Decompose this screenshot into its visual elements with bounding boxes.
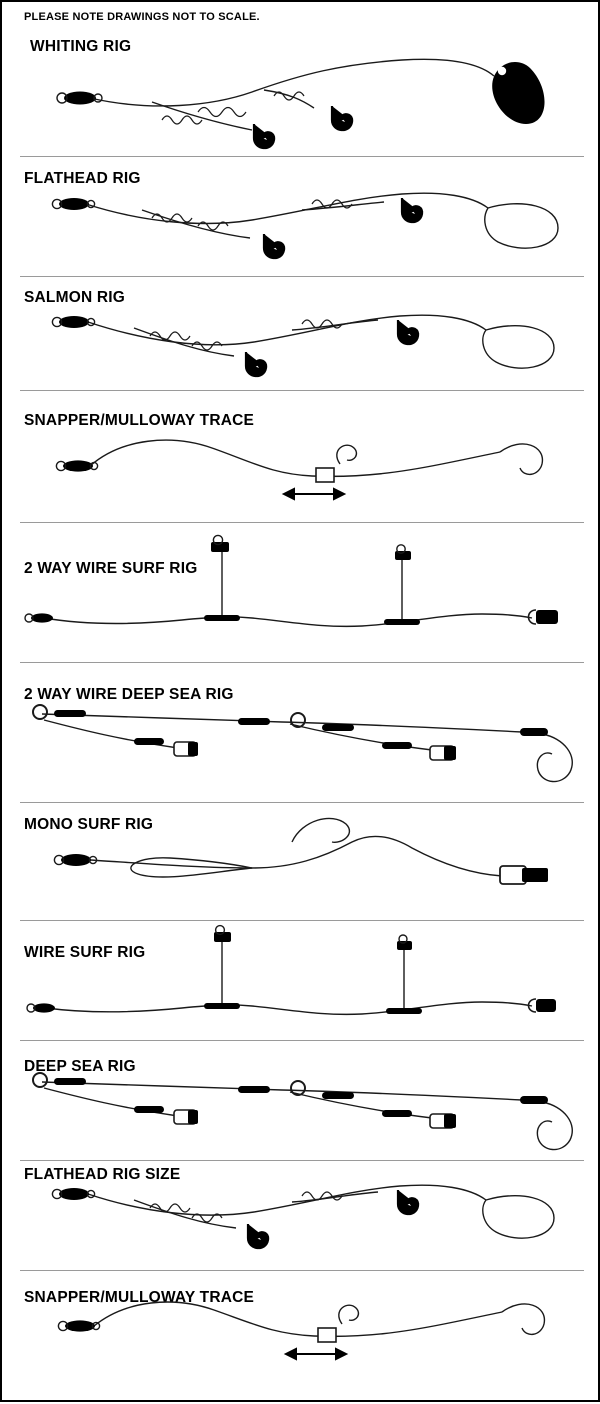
rig-2-way-wire-deep-sea-rig bbox=[2, 662, 600, 802]
snap-clip-icon bbox=[529, 999, 557, 1012]
clip-icon bbox=[500, 866, 548, 884]
ring-icon bbox=[33, 705, 47, 719]
swivel-icon bbox=[54, 854, 96, 866]
hook-icon bbox=[246, 352, 266, 376]
rig-salmon-rig bbox=[2, 276, 600, 390]
swivel-icon bbox=[27, 1003, 55, 1012]
rig-diagram-flathead-rig-size bbox=[2, 1160, 600, 1270]
scale-note: PLEASE NOTE DRAWINGS NOT TO SCALE. bbox=[24, 11, 260, 23]
rig-deep-sea-rig bbox=[2, 1040, 600, 1160]
hook-icon bbox=[264, 234, 284, 258]
swivel-icon bbox=[57, 92, 102, 105]
sliding-bead-icon bbox=[316, 468, 334, 482]
sliding-bead-icon bbox=[318, 1328, 336, 1342]
rig-diagram-mono-surf-rig bbox=[2, 802, 600, 920]
rig-diagram-2-way-wire-deep-sea-rig bbox=[2, 662, 600, 802]
ring-icon bbox=[291, 713, 305, 727]
clip-icon bbox=[174, 1110, 456, 1128]
rig-flathead-rig-size bbox=[2, 1160, 600, 1270]
hook-icon bbox=[248, 1224, 268, 1248]
rig-diagram-wire-surf-rig bbox=[2, 920, 600, 1040]
rig-title: FLATHEAD RIG SIZE bbox=[24, 1166, 181, 1183]
rig-title: WHITING RIG bbox=[30, 38, 132, 55]
sinker-icon bbox=[492, 62, 544, 124]
rig-diagram-snapper-mulloway-trace-1 bbox=[2, 390, 600, 522]
hook-icon bbox=[398, 1190, 418, 1214]
rig-title: 2 WAY WIRE SURF RIG bbox=[24, 560, 198, 577]
rig-flathead-rig bbox=[2, 156, 600, 276]
hook-icon bbox=[254, 124, 274, 148]
hook-icon bbox=[332, 106, 352, 130]
rig-diagram-salmon-rig bbox=[2, 276, 600, 390]
rig-diagram-deep-sea-rig bbox=[2, 1040, 600, 1160]
rig-title: FLATHEAD RIG bbox=[24, 170, 141, 187]
slide-arrow-icon bbox=[286, 1349, 346, 1359]
rig-whiting-rig bbox=[2, 20, 600, 156]
rig-title: WIRE SURF RIG bbox=[24, 944, 146, 961]
rig-mono-surf-rig bbox=[2, 802, 600, 920]
swivel-icon bbox=[52, 198, 94, 210]
rig-diagram-whiting-rig bbox=[2, 20, 600, 156]
slide-arrow-icon bbox=[284, 489, 344, 499]
rig-snapper-mulloway-trace-1 bbox=[2, 390, 600, 522]
swivel-icon bbox=[58, 1320, 99, 1331]
rig-2-way-wire-surf-rig bbox=[2, 522, 600, 662]
swivel-icon bbox=[52, 316, 94, 328]
rig-title: SALMON RIG bbox=[24, 289, 126, 306]
swivel-icon bbox=[56, 460, 97, 471]
rig-diagram-flathead-rig bbox=[2, 156, 600, 276]
rig-diagram-2-way-wire-surf-rig bbox=[2, 522, 600, 662]
clip-icon bbox=[214, 926, 412, 950]
swivel-icon bbox=[25, 613, 53, 622]
rig-snapper-mulloway-trace-2 bbox=[2, 1270, 600, 1404]
snap-clip-icon bbox=[529, 610, 559, 624]
clip-icon bbox=[174, 742, 456, 760]
hook-icon bbox=[398, 320, 418, 344]
rig-title: SNAPPER/MULLOWAY TRACE bbox=[24, 1289, 255, 1306]
crimp-icon bbox=[520, 728, 548, 736]
hook-icon bbox=[402, 198, 422, 222]
rig-wire-surf-rig bbox=[2, 920, 600, 1040]
rig-title: DEEP SEA RIG bbox=[24, 1058, 136, 1075]
rig-title: SNAPPER/MULLOWAY TRACE bbox=[24, 412, 255, 429]
swivel-icon bbox=[52, 1188, 94, 1200]
crimp-icon bbox=[204, 615, 420, 625]
clip-icon bbox=[211, 535, 411, 560]
rig-title: 2 WAY WIRE DEEP SEA RIG bbox=[24, 686, 234, 703]
rig-diagram-snapper-mulloway-trace-2 bbox=[2, 1270, 600, 1404]
rig-title: MONO SURF RIG bbox=[24, 816, 154, 833]
